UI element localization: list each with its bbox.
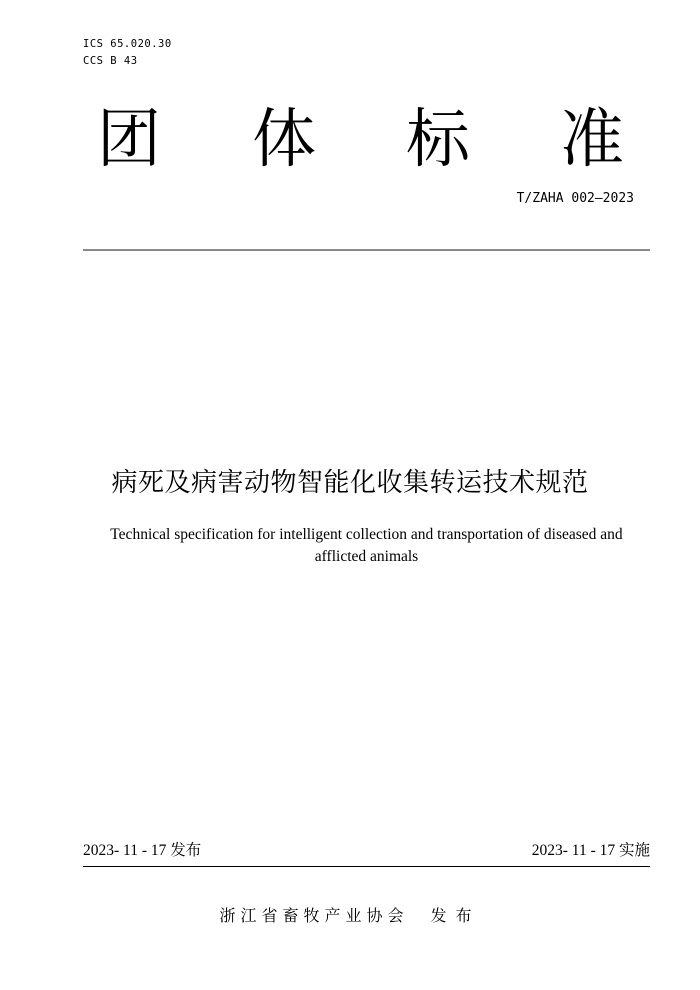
cover-title-char: 标 [406, 103, 470, 177]
document-title-chinese: 病死及病害动物智能化收集转运技术规范 [111, 468, 589, 498]
bottom-divider [83, 866, 650, 867]
publisher-line [0, 903, 700, 926]
document-title-english: Technical specification for intelligent collection and transportation of diseased and afflicted animals [110, 526, 623, 565]
publisher-name: 浙江省畜牧产业协会 [219, 906, 409, 925]
cover-title-char: 团 [97, 103, 161, 177]
cover-title-char: 体 [252, 103, 316, 177]
top-divider [83, 249, 650, 251]
issue-date: 2023- 11 - 17 发布 [83, 842, 202, 859]
implementation-date: 2023- 11 - 17 实施 [531, 842, 650, 859]
ics-code: ICS 65.020.30 [83, 38, 172, 50]
standard-number: T/ZAHA 002—2023 [516, 191, 634, 206]
ccs-code: CCS B 43 [83, 55, 138, 67]
publish-label: 发布 [430, 906, 481, 925]
cover-title-char: 准 [560, 103, 624, 177]
